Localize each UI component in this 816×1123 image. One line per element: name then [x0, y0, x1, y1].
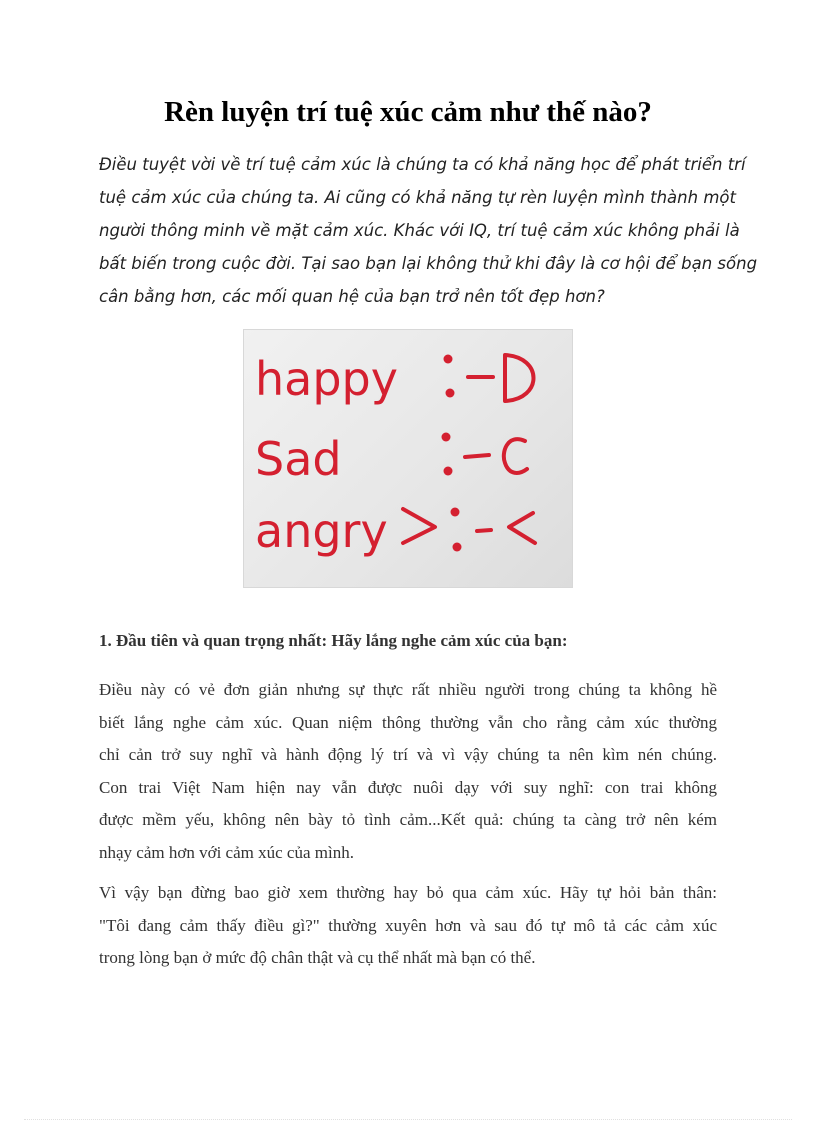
- page-title: Rèn luyện trí tuệ xúc cảm như thế nào?: [164, 96, 652, 128]
- paragraph-line: "Tôi đang cảm thấy điều gì?" thường xuyên hơn và sau đó tự mô tả các cảm xúc: [99, 915, 717, 935]
- intro-line: tuệ cảm xúc của chúng ta. Ai cũng có khả năng tự rèn luyện mình thành một: [99, 188, 736, 207]
- page-bottom-rule: [24, 1119, 792, 1120]
- emoticon-sad: [442, 433, 528, 476]
- intro-line: bất biến trong cuộc đời. Tại sao bạn lại không thử khi đây là cơ hội để bạn sống: [99, 254, 758, 273]
- ink-layer: [255, 352, 535, 558]
- intro-line: cân bằng hơn, các mối quan hệ của bạn trở nên tốt đẹp hơn?: [99, 287, 605, 306]
- paragraph-line: Con trai Việt Nam hiện nay vẫn được nuôi dạy với suy nghĩ: con trai không: [99, 777, 717, 797]
- intro-line: Điều tuyệt vời về trí tuệ cảm xúc là chúng ta có khả năng học để phát triển trí: [99, 155, 746, 174]
- word-happy: happy: [255, 352, 398, 406]
- paragraph-line: biết lắng nghe cảm xúc. Quan niệm thông thường vẫn cho rằng cảm xúc thường: [99, 712, 717, 732]
- intro-paragraph: [99, 148, 758, 313]
- paragraph-line: Điều này có vẻ đơn giản nhưng sự thực rất nhiều người trong chúng ta không hề: [99, 680, 717, 699]
- section-heading: 1. Đầu tiên và quan trọng nhất: Hãy lắng nghe cảm xúc của bạn:: [99, 631, 568, 650]
- body-paragraph-2: [99, 877, 717, 975]
- emoticons-photo: [243, 329, 573, 588]
- body-paragraph-1: [99, 674, 717, 870]
- word-sad: Sad: [255, 432, 342, 486]
- word-angry: angry: [255, 504, 388, 558]
- paragraph-line: được mềm yếu, không nên bày tỏ tình cảm...Kết quả: chúng ta càng trở nên kém: [99, 810, 717, 830]
- emoticon-angry: [403, 508, 535, 552]
- emoticon-happy: [444, 355, 534, 402]
- intro-line: người thông minh về mặt cảm xúc. Khác với IQ, trí tuệ cảm xúc không phải là: [99, 221, 740, 240]
- emoticons-drawing: [243, 329, 573, 588]
- paragraph-line: trong lòng bạn ở mức độ chân thật và cụ thể nhất mà bạn có thể.: [99, 948, 536, 968]
- paragraph-line: nhạy cảm hơn với cảm xúc của mình.: [99, 842, 354, 862]
- paragraph-line: chỉ cản trở suy nghĩ và hành động lý trí và vì vậy chúng ta nên kìm nén chúng.: [99, 745, 717, 765]
- paragraph-line: Vì vậy bạn đừng bao giờ xem thường hay bỏ qua cảm xúc. Hãy tự hỏi bản thân:: [99, 883, 717, 902]
